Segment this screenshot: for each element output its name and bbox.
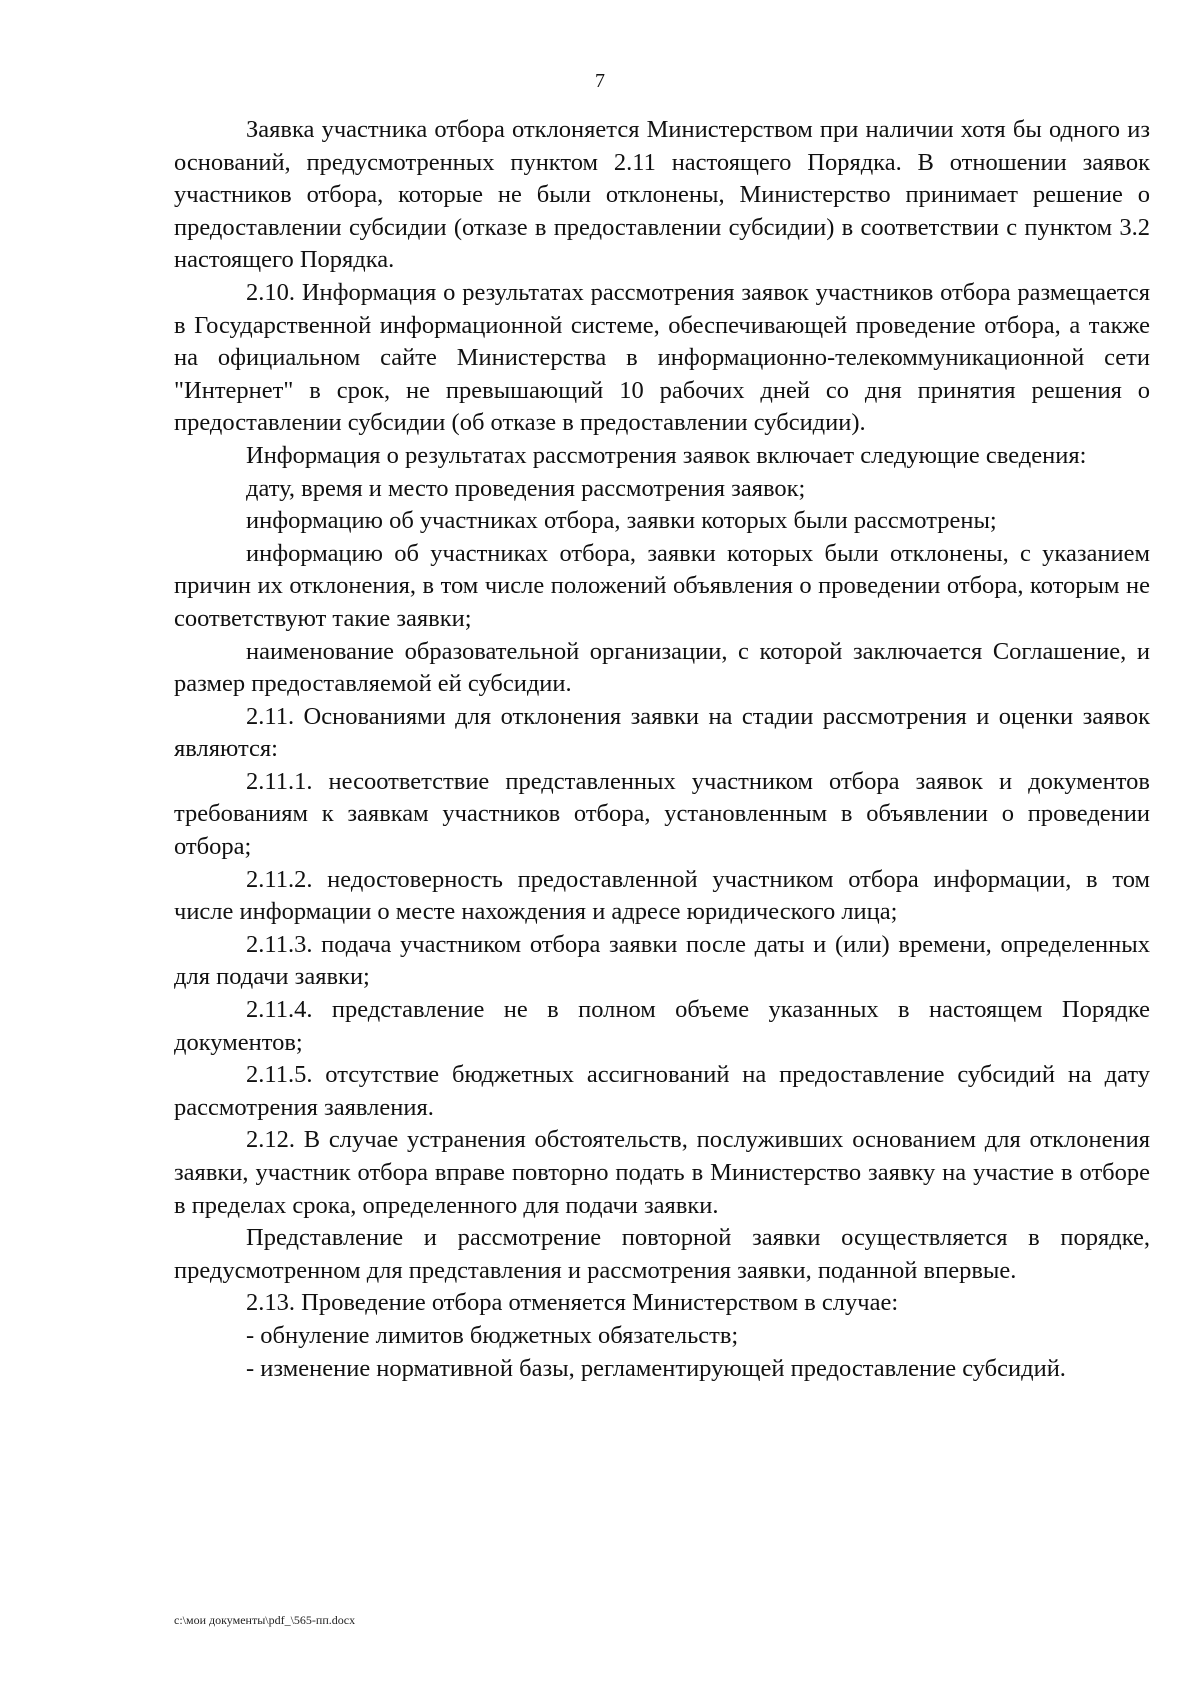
- paragraph-2-11-1: 2.11.1. несоответствие представленных участником отбора заявок и документов требованиям к заявкам участников отбора, установленным в объявлении о проведении отбора;: [174, 767, 1150, 861]
- paragraph-2-11-4: 2.11.4. представление не в полном объеме указанных в настоящем Порядке документов;: [174, 996, 1150, 1056]
- paragraph-results-info: Информация о результатах рассмотрения заявок включает следующие сведения:: [246, 441, 1087, 469]
- paragraph-2-11: 2.11. Основаниями для отклонения заявки на стадии рассмотрения и оценки заявок являются:: [174, 702, 1150, 763]
- paragraph-2-12: 2.12. В случае устранения обстоятельств, послуживших основанием для отклонения заявки, участник отбора вправе повторно подать в Министерство заявку на участие в отборе в пределах срока, определенного для подачи заявки.: [174, 1126, 1150, 1219]
- footer-file-path: c:\мои документы\pdf_\565-пп.docx: [174, 1613, 356, 1627]
- list-item-reviewed-participants: информацию об участниках отбора, заявки которых были рассмотрены;: [246, 507, 997, 535]
- list-item-regulatory-change: - изменение нормативной базы, регламентирующей предоставление субсидий.: [246, 1354, 1066, 1382]
- paragraph-2-10: 2.10. Информация о результатах рассмотрения заявок участников отбора размещается в Государственной информационной системе, обеспечивающей проведение отбора, а также на официальном сайте Министерства в информационно-телекоммуникационной сети "Интернет" в срок, не превышающий 10 рабочих дней со дня принятия решения о предоставлении субсидии (об отказе в предоставлении субсидии).: [174, 278, 1150, 437]
- list-item-date-time-place: дату, время и место проведения рассмотрения заявок;: [246, 474, 806, 502]
- document-body: [174, 114, 1150, 1385]
- paragraph-rejection-basis: Заявка участника отбора отклоняется Министерством при наличии хотя бы одного из оснований, предусмотренных пунктом 2.11 настоящего Порядка. В отношении заявок участников отбора, которые не были отклонены, Министерство принимает решение о предоставлении субсидии (отказе в предоставлении субсидии) в соответствии с пунктом 3.2 настоящего Порядка.: [174, 116, 1150, 274]
- paragraph-2-11-3: 2.11.3. подача участником отбора заявки после даты и (или) времени, определенных для подачи заявки;: [174, 930, 1150, 991]
- paragraph-2-11-5: 2.11.5. отсутствие бюджетных ассигнований на предоставление субсидий на дату рассмотрения заявления.: [174, 1061, 1150, 1121]
- list-item-limits-reset: - обнуление лимитов бюджетных обязательств;: [246, 1321, 739, 1349]
- paragraph-2-13: 2.13. Проведение отбора отменяется Министерством в случае:: [246, 1289, 899, 1317]
- paragraph-2-11-2: 2.11.2. недостоверность предоставленной участником отбора информации, в том числе информации о месте нахождения и адресе юридического лица;: [174, 865, 1150, 926]
- paragraph-resubmission: Представление и рассмотрение повторной заявки осуществляется в порядке, предусмотренном для представления и рассмотрения заявки, поданной впервые.: [174, 1224, 1150, 1284]
- page-number: 7: [595, 70, 605, 92]
- list-item-organization-name: наименование образовательной организации, с которой заключается Соглашение, и размер предоставляемой ей субсидии.: [174, 637, 1150, 698]
- list-item-rejected-participants: информацию об участниках отбора, заявки которых были отклонены, с указанием причин их отклонения, в том числе положений объявления о проведении отбора, которым не соответствуют такие заявки;: [174, 539, 1150, 632]
